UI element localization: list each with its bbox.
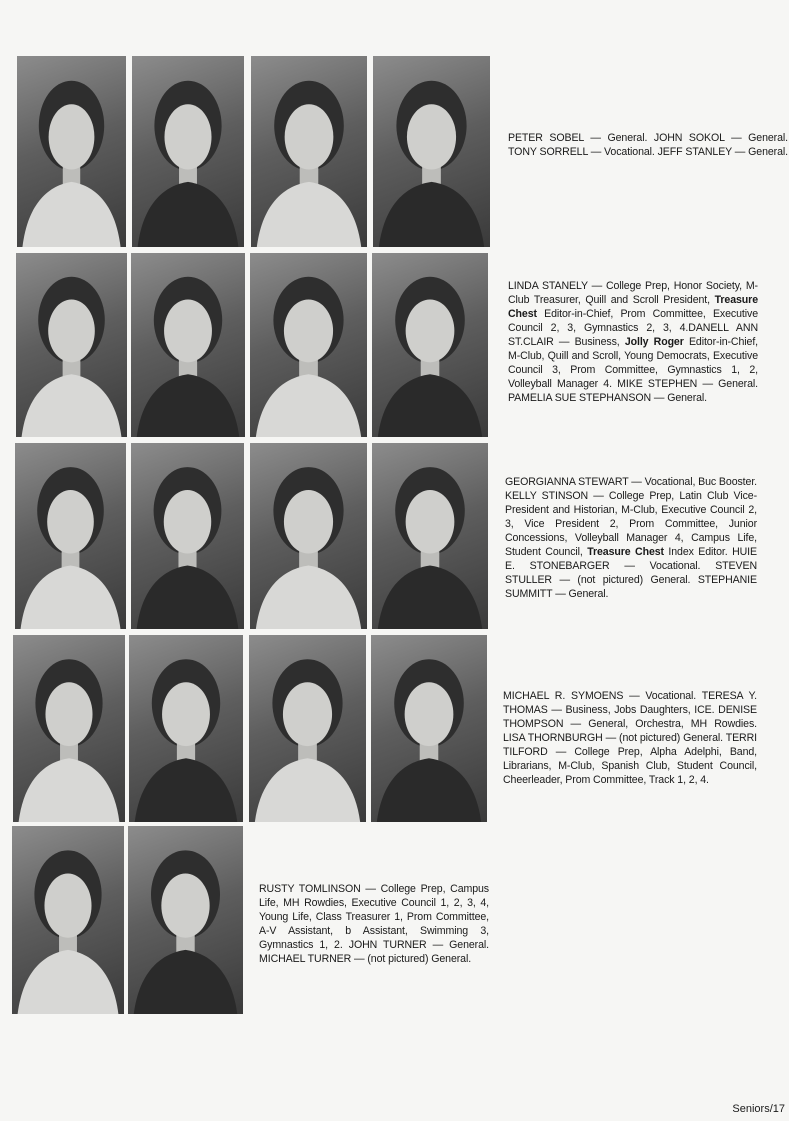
portrait-photo — [129, 635, 243, 822]
portrait-silhouette-icon — [15, 443, 126, 629]
portrait-photo — [12, 826, 124, 1014]
caption-row-1: PETER SOBEL — General. JOHN SOKOL — General. TONY SORRELL — Vocational. JEFF STANLEY — General. — [508, 132, 788, 158]
caption-row-4: MICHAEL R. SYMOENS — Vocational. TERESA Y. THOMAS — Business, Jobs Daughters, ICE. DENISE THOMPSON — General, Orchestra, MH Rowdies. LISA THORNBURGH — (not pictured) General. TERRI TILFORD — College Prep, Alpha Adelphi, Band, Librarians, M-Club, Spanish Club, Student Council, Cheerleader, Prom Committee, Track 1, 2, 4. — [503, 690, 757, 786]
portrait-silhouette-icon — [17, 56, 126, 247]
portrait-photo — [128, 826, 243, 1014]
portrait-photo — [373, 56, 490, 247]
portrait-silhouette-icon — [131, 253, 245, 437]
portrait-silhouette-icon — [250, 443, 367, 629]
publication-name: Treasure Chest — [587, 546, 664, 558]
portrait-photo — [17, 56, 126, 247]
portrait-silhouette-icon — [12, 826, 124, 1014]
portrait-silhouette-icon — [13, 635, 125, 822]
portrait-silhouette-icon — [128, 826, 243, 1014]
caption-row-5: RUSTY TOMLINSON — College Prep, Campus Life, MH Rowdies, Executive Council 1, 2, 3, 4, Young Life, Class Treasurer 1, Prom Committee, A-V Assistant, b Assistant, Swimming 3, Gymnastics 1, 2. JOHN TURNER — General. MICHAEL TURNER — (not pictured) General. — [259, 883, 489, 965]
portrait-silhouette-icon — [16, 253, 127, 437]
portrait-silhouette-icon — [371, 635, 487, 822]
page-number: Seniors/17 — [732, 1103, 785, 1115]
portrait-silhouette-icon — [249, 635, 366, 822]
portrait-silhouette-icon — [372, 253, 488, 437]
portrait-photo — [15, 443, 126, 629]
portrait-photo — [16, 253, 127, 437]
portrait-photo — [250, 443, 367, 629]
caption-text: Editor-in-Chief, Prom Committee, Executive Council 2, 3, Gymnastics 2, 3, 4.DANELL ANN ST.CLAIR — Business, — [508, 308, 758, 348]
portrait-photo — [251, 56, 367, 247]
portrait-photo — [372, 443, 488, 629]
portrait-photo — [132, 56, 244, 247]
portrait-silhouette-icon — [250, 253, 367, 437]
portrait-photo — [371, 635, 487, 822]
caption-row-3 — [505, 475, 757, 601]
portrait-silhouette-icon — [129, 635, 243, 822]
portrait-photo — [131, 443, 244, 629]
caption-text: Index Editor. HUIE E. STONEBARGER — Vocational. STEVEN STULLER — (not pictured) General. STEPHANIE SUMMITT — General. — [505, 546, 757, 600]
portrait-photo — [372, 253, 488, 437]
publication-name: Treasure Chest — [508, 294, 758, 320]
portrait-silhouette-icon — [131, 443, 244, 629]
portrait-silhouette-icon — [132, 56, 244, 247]
portrait-photo — [131, 253, 245, 437]
portrait-silhouette-icon — [373, 56, 490, 247]
publication-name: Jolly Roger — [624, 336, 684, 348]
portrait-photo — [249, 635, 366, 822]
portrait-photo — [250, 253, 367, 437]
caption-row-2 — [508, 279, 758, 405]
portrait-photo — [13, 635, 125, 822]
portrait-silhouette-icon — [251, 56, 367, 247]
caption-text: LINDA STANELY — College Prep, Honor Society, M-Club Treasurer, Quill and Scroll President, — [508, 280, 758, 306]
caption-text: GEORGIANNA STEWART — Vocational, Buc Booster. KELLY STINSON — College Prep, Latin Club Vice-President and Historian, M-Club, Executive Council 2, 3, Vice President 2, Prom Committee, Junior Concessions, Volleyball Manager 4, Campus Life, Student Council, — [505, 476, 758, 558]
portrait-silhouette-icon — [372, 443, 488, 629]
caption-text: Editor-in-Chief, M-Club, Quill and Scroll, Young Democrats, Executive Council 3, Prom Committee, Gymnastics 1, 2, Volleyball Manager 4. MIKE STEPHEN — General. PAMELIA SUE STEPHANSON — General. — [508, 336, 759, 404]
